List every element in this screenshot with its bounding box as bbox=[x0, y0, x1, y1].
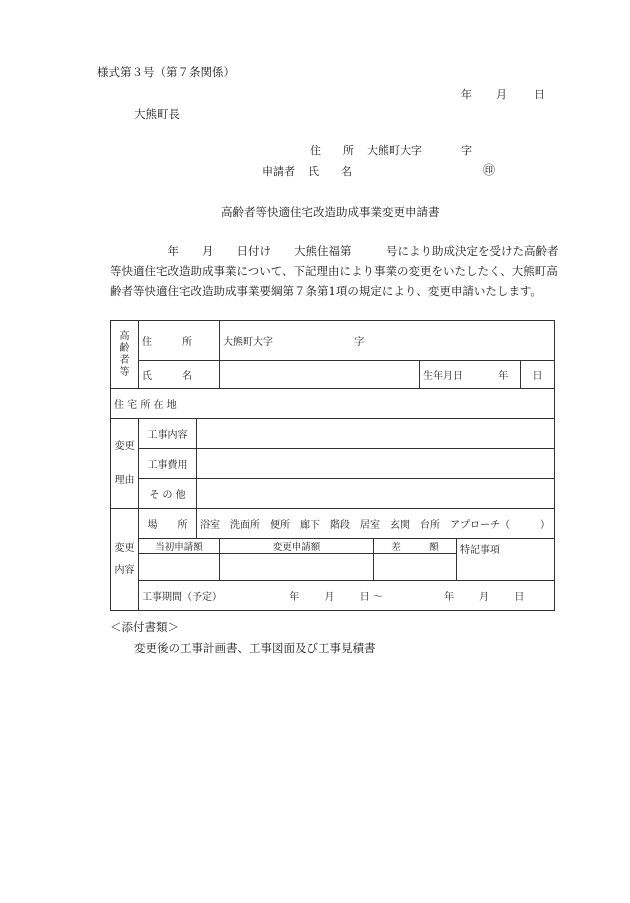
applicant-name-label: 氏 名 bbox=[308, 165, 352, 178]
birth-date-field[interactable] bbox=[420, 361, 521, 389]
residence-location-field[interactable] bbox=[111, 389, 555, 419]
applicant-address-label: 住 所 bbox=[310, 144, 354, 157]
applicant-label: 申請者 bbox=[262, 165, 295, 178]
elderly-address-label: 住 所 bbox=[139, 321, 220, 361]
body-line: 年 月 日付け 大熊住福第 号により助成決定を受けた高齢者 bbox=[110, 244, 559, 258]
form-number: 様式第３号（第７条関係） bbox=[97, 65, 235, 79]
difference-field[interactable] bbox=[374, 554, 457, 581]
application-table bbox=[110, 320, 555, 611]
place-label: 場 所 bbox=[139, 509, 197, 539]
elderly-address-field[interactable] bbox=[220, 321, 555, 361]
other-field[interactable] bbox=[197, 479, 555, 509]
elderly-section-label: 高 齢 者 等 bbox=[111, 321, 139, 389]
period-month-end: 月 bbox=[479, 592, 490, 603]
birth-day: 日 bbox=[521, 361, 555, 389]
date-day: 日 bbox=[534, 88, 545, 101]
work-cost-field[interactable] bbox=[197, 449, 555, 479]
applicant-aza: 字 bbox=[461, 144, 472, 157]
body-line: 齢者等快適住宅改造助成事業要綱第７条第1項の規定により、変更申請いたします。 bbox=[110, 284, 542, 298]
attachments-label: ＜添付書類＞ bbox=[110, 620, 179, 634]
change-reason-label: 変更 理由 bbox=[111, 419, 139, 509]
period-year-start: 年 bbox=[289, 592, 300, 603]
body-line: 等快適住宅改造助成事業について、下記理由により事業の変更をいたしたく、大熊町高 bbox=[110, 264, 558, 278]
changed-amount-label: 変更申請額 bbox=[220, 539, 374, 554]
body-paragraph bbox=[110, 241, 560, 301]
difference-label: 差 額 bbox=[374, 539, 457, 554]
date-year: 年 bbox=[461, 88, 472, 101]
seal-mark: ㊞ bbox=[483, 163, 496, 177]
initial-amount-label: 当初申請額 bbox=[139, 539, 220, 554]
work-content-label: 工事内容 bbox=[139, 419, 197, 449]
places-list[interactable]: 浴室 洗面所 便所 廊下 階段 居室 玄関 台所 アプローチ（ ） bbox=[197, 509, 555, 539]
work-cost-label: 工事費用 bbox=[139, 449, 197, 479]
work-period-label: 工事期間（予定） bbox=[142, 592, 222, 603]
date-month: 月 bbox=[496, 88, 507, 101]
change-content-label: 変更 内容 bbox=[111, 509, 139, 611]
period-year-end: 年 bbox=[443, 592, 454, 603]
applicant-address-value: 大熊町大字 bbox=[367, 144, 422, 157]
period-day-start: 日 〜 bbox=[359, 592, 383, 603]
changed-amount-field[interactable] bbox=[220, 554, 374, 581]
period-month-start: 月 bbox=[324, 592, 335, 603]
elderly-address-value: 大熊町大字 bbox=[223, 337, 273, 348]
document-title: 高齢者等快適住宅改造助成事業変更申請書 bbox=[221, 205, 440, 219]
other-label: そ の 他 bbox=[139, 479, 197, 509]
attachments-text: 変更後の工事計画書、工事図面及び工事見積書 bbox=[134, 641, 376, 655]
work-period-field[interactable] bbox=[139, 581, 555, 611]
birth-year: 年 bbox=[498, 371, 509, 382]
elderly-name-label: 氏 名 bbox=[139, 361, 220, 389]
addressee: 大熊町長 bbox=[134, 107, 180, 121]
elderly-name-field[interactable] bbox=[220, 361, 420, 389]
elderly-aza: 字 bbox=[354, 337, 365, 348]
residence-location-label: 住 宅 所 在 地 bbox=[114, 400, 177, 411]
work-content-field[interactable] bbox=[197, 419, 555, 449]
special-notes-field[interactable] bbox=[457, 539, 555, 581]
birth-label: 生年月日 bbox=[423, 371, 463, 382]
special-notes-label: 特記事項 bbox=[460, 545, 500, 556]
period-day-end: 日 bbox=[514, 592, 525, 603]
initial-amount-field[interactable] bbox=[139, 554, 220, 581]
